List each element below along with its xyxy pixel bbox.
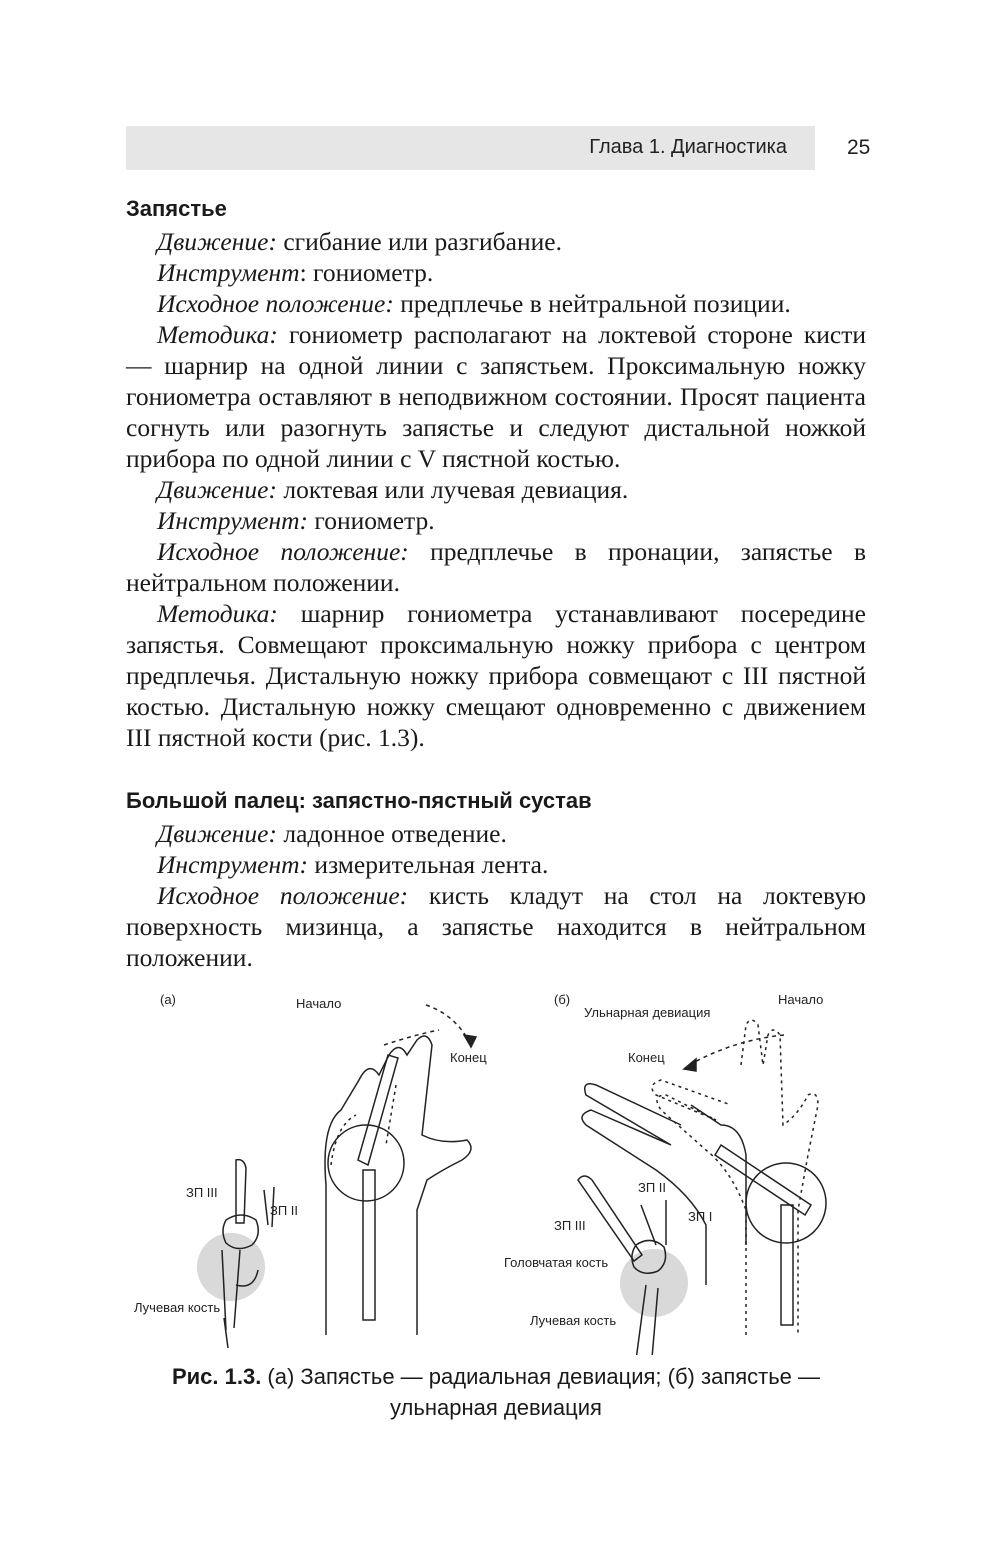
section-wrist <box>126 196 866 753</box>
paragraph: Инструмент: гониометр. <box>157 258 434 287</box>
panel-a-start-label: Начало <box>296 996 342 1011</box>
figure-caption: Рис. 1.3. (а) Запястье — радиальная девиация; (б) запястье — ульнарная девиация <box>171 1364 821 1420</box>
panel-b-mc1-label: ЗП I <box>688 1209 713 1224</box>
paragraph: Движение: ладонное отведение. <box>157 819 507 848</box>
panel-b-mc2-label: ЗП II <box>638 1180 667 1195</box>
panel-b-mc3-label: ЗП III <box>554 1218 586 1233</box>
panel-b-capitate-label: Головчатая кость <box>504 1255 609 1270</box>
page-number: 25 <box>847 136 871 159</box>
paragraph: Движение: сгибание или разгибание. <box>157 227 562 256</box>
section-heading: Большой палец: запястно-пястный сустав <box>126 788 592 813</box>
panel-b-tag: (б) <box>554 992 571 1007</box>
panel-a-mc3-label: ЗП III <box>186 1185 218 1200</box>
paragraph: Инструмент: гониометр. <box>157 506 435 535</box>
panel-a-tag: (а) <box>160 992 176 1007</box>
section-thumb <box>126 788 866 973</box>
panel-b-start-label: Начало <box>778 992 824 1007</box>
chapter-title: Глава 1. Диагностика <box>589 136 787 158</box>
paragraph: Методика: шарнир гониометра устанавливают посередине запястья. Совмещают проксимальную ножку прибора с центром предплечья. Дистальную ножку прибора совмещают с III пястной костью. Дистальную ножку смещают одновременно с движением III пястной кости (рис. 1.3). <box>126 599 866 752</box>
panel-a-end-label: Конец <box>450 1050 487 1065</box>
paragraph: Движение: локтевая или лучевая девиация. <box>157 475 629 504</box>
panel-a-mc2-label: ЗП II <box>270 1203 299 1218</box>
paragraph: Методика: гониометр располагают на локтевой стороне кисти — шарнир на одной линии с запястьем. Проксимальную ножку гониометра оставляют в неподвижном состоянии. Просят пациента согнуть или разогнуть запястье и следуют дистальной ножкой прибора по одной линии с V пястной костью. <box>126 320 866 473</box>
panel-b-hand <box>582 1020 826 1335</box>
paragraph: Исходное положение: предплечье в нейтральной позиции. <box>157 289 791 318</box>
running-header <box>126 126 815 170</box>
section-heading: Запястье <box>126 196 227 221</box>
figure-illustration <box>126 985 866 1355</box>
panel-b-radius-label: Лучевая кость <box>530 1313 617 1328</box>
panel-b-end-label: Конец <box>628 1050 665 1065</box>
panel-b-ulnar-label: Ульнарная девиация <box>584 1005 711 1020</box>
panel-a-radius-label: Лучевая кость <box>134 1300 221 1315</box>
paragraph: Инструмент: измерительная лента. <box>157 850 549 879</box>
paragraph: Исходное положение: предплечье в пронации, запястье в нейтральном положении. <box>126 537 866 597</box>
paragraph: Исходное положение: кисть кладут на стол на локтевую поверхность мизинца, а запястье находится в нейтральном положении. <box>126 881 866 972</box>
